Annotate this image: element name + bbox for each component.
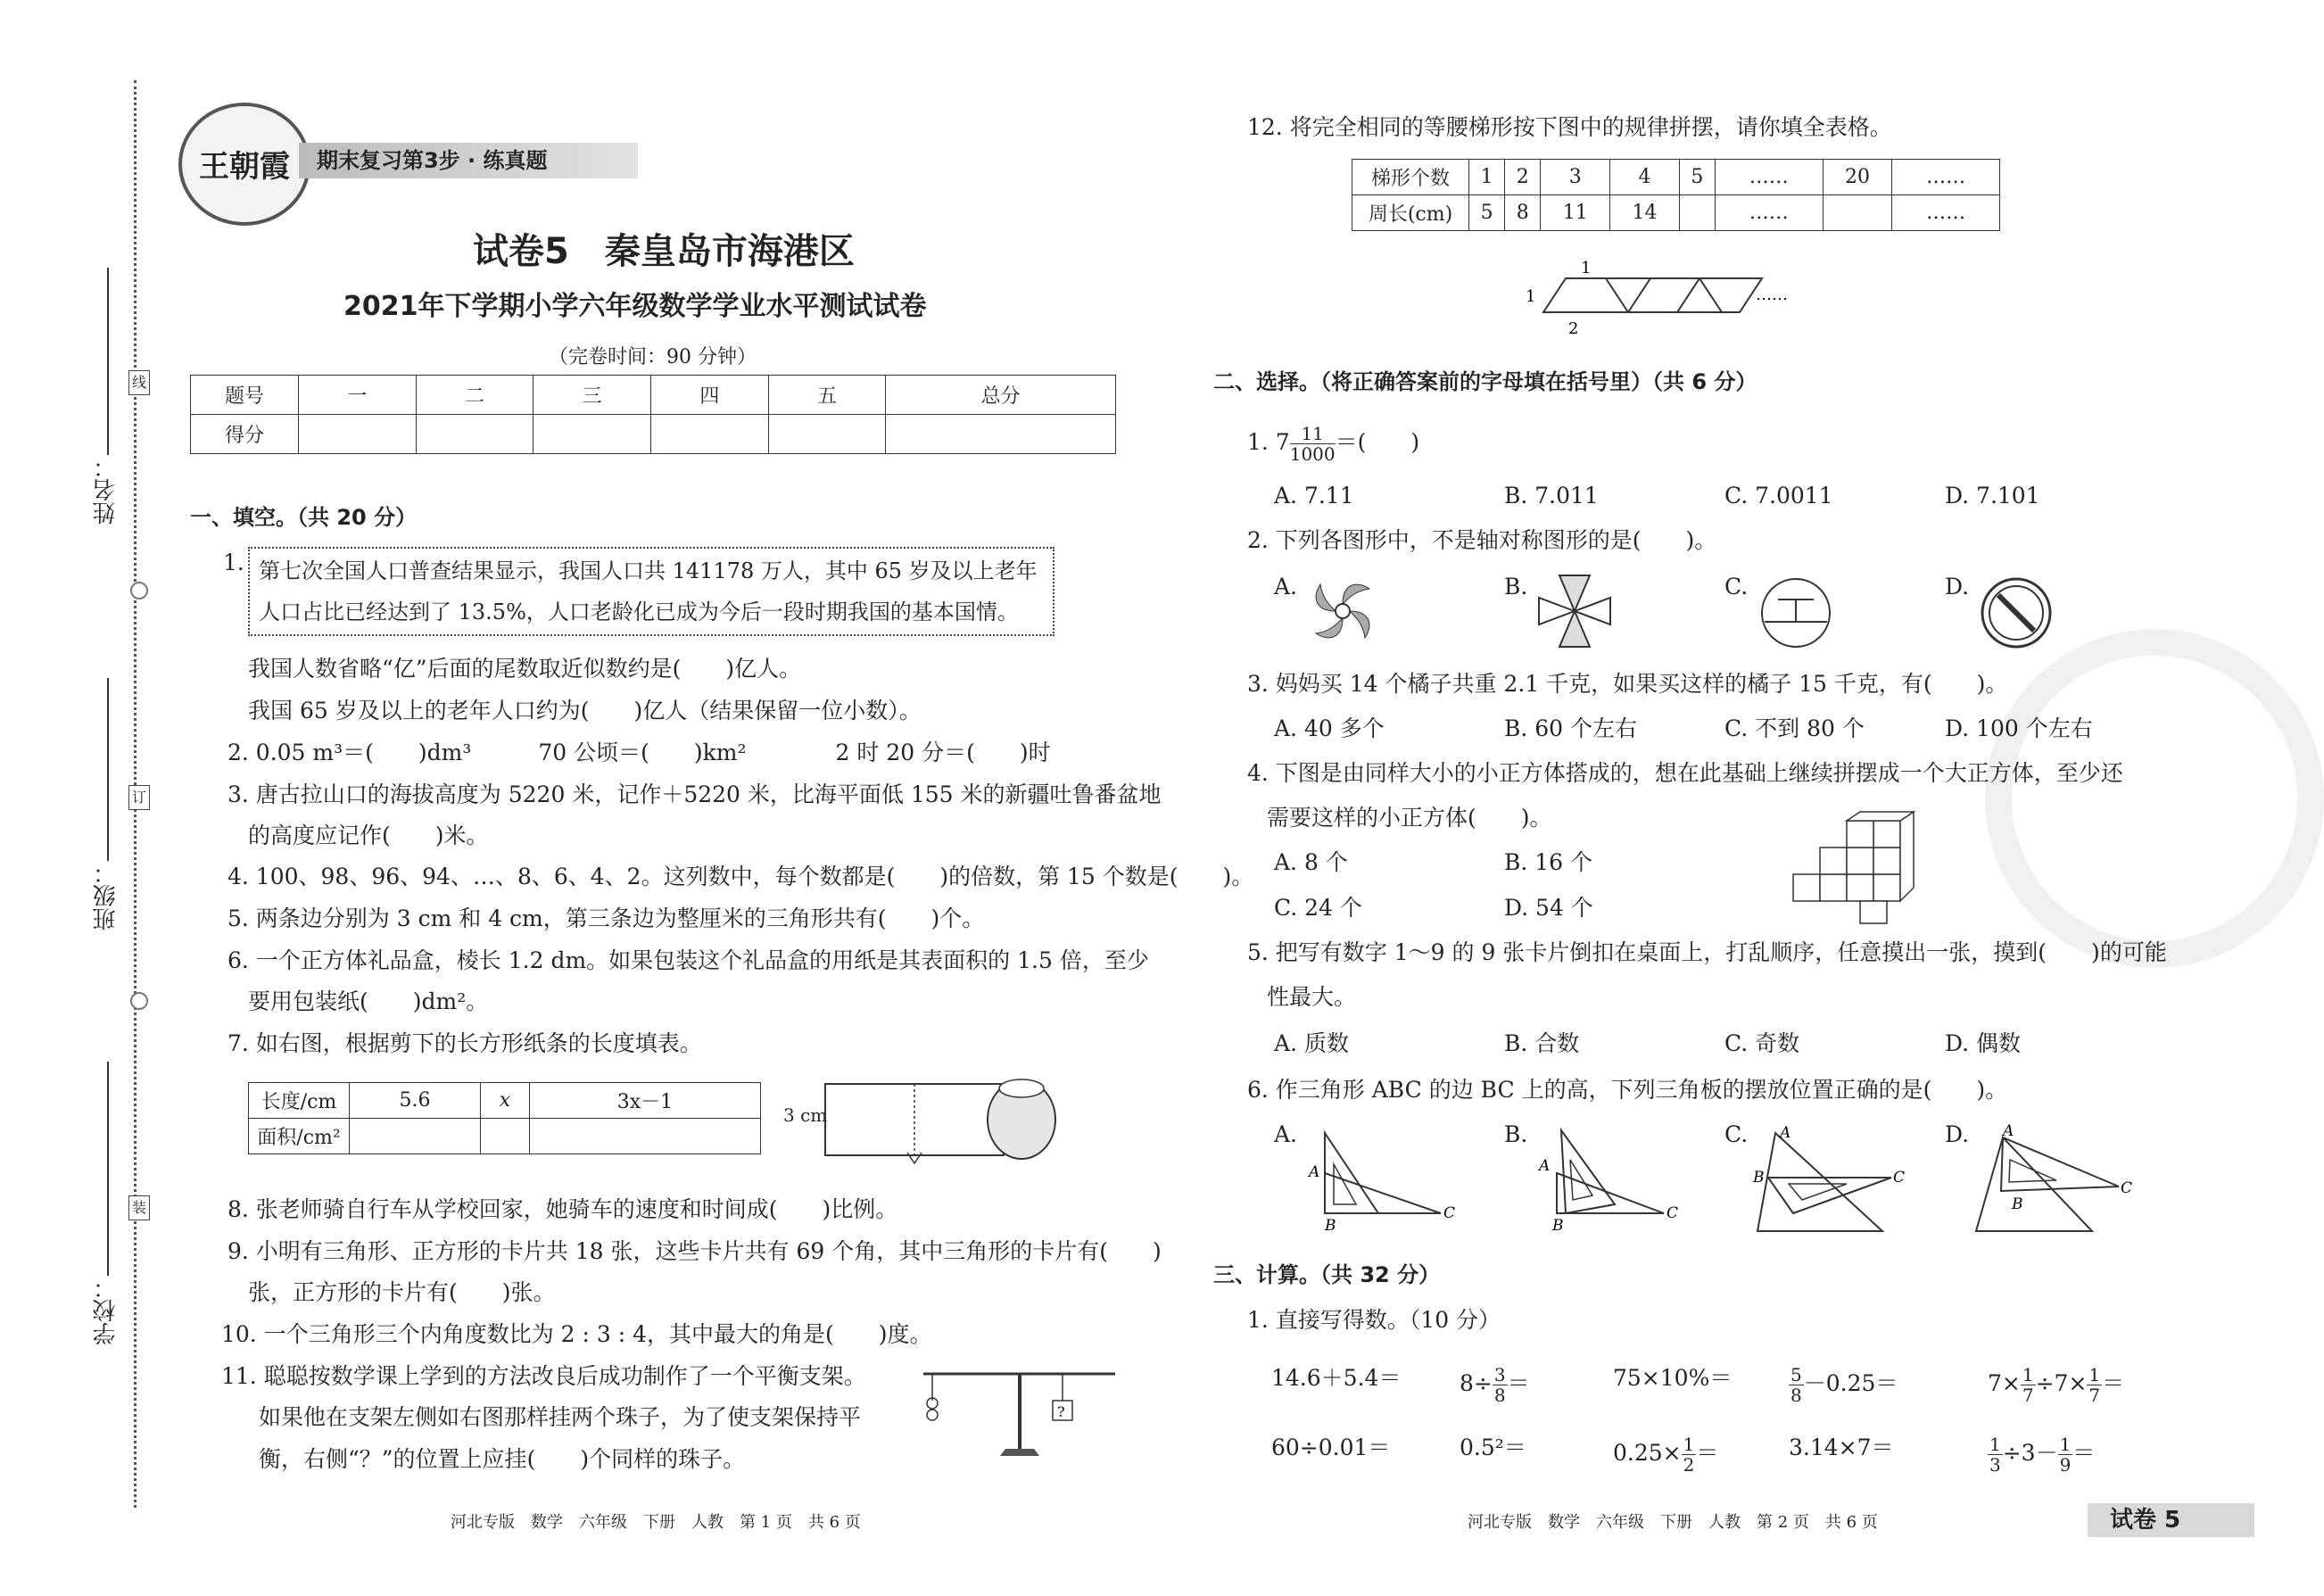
calc-item	[1613, 1435, 1718, 1475]
q6-text: 6. 一个正方体礼品盒，棱长 1.2 dm。如果包装这个礼品盒的用纸是其表面积的 1.5 倍，至少	[227, 947, 1149, 973]
q9-text: 张，正方形的卡片有( )张。	[248, 1279, 556, 1305]
option[interactable]: A. 40 多个	[1274, 715, 1385, 741]
tri-label: B	[1552, 1217, 1564, 1235]
q12-cell: 5	[1469, 195, 1505, 231]
option[interactable]: A. 7.11	[1274, 483, 1354, 509]
q7-cell: 长度/cm	[249, 1083, 350, 1119]
fraction	[1493, 1365, 1508, 1405]
q12-cell: 20	[1823, 160, 1892, 195]
tri-label: B	[1753, 1169, 1765, 1187]
brand-logo	[178, 103, 310, 226]
s2-q1-post: ＝( )	[1335, 429, 1420, 455]
calc-part: ＝	[2072, 1440, 2096, 1466]
score-input[interactable]	[886, 415, 1116, 454]
fraction	[2058, 1435, 2073, 1475]
circle-symbol-icon	[1756, 573, 1836, 653]
q1-quote-line: 人口占比已经达到了 13.5%，人口老龄化已成为今后一段时期我国的基本国情。	[259, 600, 1019, 624]
fig-label: 1	[1581, 259, 1592, 277]
fig-label: 1	[1526, 287, 1536, 306]
q12-cell: 周长(cm)	[1352, 195, 1469, 231]
score-input[interactable]	[299, 415, 417, 454]
option[interactable]: B. 16 个	[1504, 849, 1593, 875]
option[interactable]: A. 8 个	[1274, 849, 1348, 875]
option[interactable]: A. 质数	[1274, 1030, 1349, 1056]
score-input[interactable]	[533, 415, 651, 454]
s2-q1-pre: 1. 7	[1247, 429, 1290, 455]
tri-label: A	[1780, 1124, 1791, 1142]
q3-text: 的高度应记作( )米。	[248, 823, 489, 848]
tri-label: A	[1309, 1163, 1320, 1181]
fraction-num: 1	[2059, 1434, 2072, 1455]
fraction-num: 1	[2022, 1364, 2034, 1385]
fraction	[1789, 1365, 1804, 1405]
calc-part: 7×	[1988, 1370, 2021, 1396]
tri-label: C	[1893, 1169, 1906, 1187]
fraction-den: 7	[2022, 1385, 2034, 1406]
q7-cell: x	[481, 1083, 530, 1119]
binding-hole-icon	[130, 582, 148, 600]
fraction-den: 9	[2059, 1454, 2072, 1476]
name-label: 姓名：	[93, 455, 120, 525]
calc-part: 0.25×	[1613, 1440, 1682, 1466]
option[interactable]: D. 7.101	[1945, 483, 2040, 509]
calc-part: －0.25＝	[1803, 1370, 1898, 1396]
pinwheel-icon	[1303, 571, 1383, 651]
class-label: 班级：	[93, 861, 120, 930]
q6-text: 要用包装纸( )dm²。	[248, 988, 489, 1014]
q12-answer-cell[interactable]	[1679, 195, 1715, 231]
score-input[interactable]	[651, 415, 769, 454]
score-cell: 题号	[191, 376, 299, 415]
q1-number: 1.	[223, 550, 244, 575]
fraction-num: 1	[1989, 1434, 2001, 1455]
balance-figure	[914, 1356, 1120, 1463]
triangle-option-a	[1298, 1120, 1459, 1236]
q7-answer-cell[interactable]	[350, 1119, 481, 1154]
option[interactable]: D.	[1945, 574, 1970, 600]
fraction	[1682, 1435, 1697, 1475]
fraction	[1988, 1435, 2003, 1475]
triangle-option-b	[1530, 1120, 1691, 1236]
calc-item	[1460, 1365, 1530, 1405]
binding-mark-install: 装	[128, 1195, 150, 1220]
fraction-den: 3	[1989, 1454, 2001, 1476]
section2-heading: 二、选择。（将正确答案前的字母填在括号里）（共 6 分）	[1213, 369, 1757, 394]
q4-text: 4. 100、98、96、94、…、8、6、4、2。这列数中，每个数都是( )的倍数，第 15 个数是( )。	[227, 864, 1254, 889]
option[interactable]: B. 60 个左右	[1504, 715, 1638, 741]
score-cell: 得分	[191, 415, 299, 454]
calc-item: 60÷0.01＝	[1271, 1435, 1391, 1460]
footer-right: 河北专版 数学 六年级 下册 人教 第 2 页 共 6 页	[1468, 1513, 1878, 1532]
s2-q2: 2. 下列各图形中，不是轴对称图形的是( )。	[1247, 527, 1717, 553]
calc-part: ＝	[1696, 1440, 1719, 1466]
q1-part-b: 我国 65 岁及以上的老年人口约为( )亿人（结果保留一位小数）。	[248, 698, 922, 724]
score-input[interactable]	[768, 415, 886, 454]
option[interactable]: C.	[1724, 1121, 1749, 1147]
fraction-num: 3	[1493, 1364, 1506, 1385]
fraction-den: 7	[2088, 1385, 2101, 1406]
school-label: 学校：	[93, 1276, 120, 1345]
fraction-num: 5	[1791, 1364, 1802, 1385]
q12-cell: 1	[1469, 160, 1505, 195]
option[interactable]: D. 54 个	[1504, 895, 1593, 921]
score-cell: 五	[768, 376, 886, 415]
fig-label: ……	[1756, 285, 1788, 304]
s2-q1	[1247, 424, 1419, 464]
s2-q4: 需要这样的小正方体( )。	[1267, 805, 1552, 831]
fraction-num: 1	[2088, 1364, 2101, 1385]
cube-stack-figure	[1789, 812, 1936, 928]
section1-heading: 一、填空。（共 20 分）	[190, 505, 418, 530]
bowtie-icon	[1534, 571, 1615, 651]
q7-cell: 面积/cm²	[249, 1119, 350, 1154]
calc-part: ＝	[2102, 1370, 2125, 1396]
score-table	[190, 375, 1116, 454]
option[interactable]: D. 100 个左右	[1945, 715, 2093, 741]
footer-left: 河北专版 数学 六年级 下册 人教 第 1 页 共 6 页	[451, 1513, 861, 1532]
fraction-den: 8	[1493, 1385, 1506, 1406]
balance-question-mark: ?	[1057, 1403, 1065, 1420]
school-line	[107, 1062, 109, 1276]
fraction	[1290, 424, 1336, 464]
q12-cell: 5	[1679, 160, 1715, 195]
q7-table	[248, 1082, 761, 1154]
class-line	[107, 678, 109, 861]
q11-text: 如果他在支架左侧如右图那样挂两个珠子，为了使支架保持平	[259, 1404, 862, 1430]
calc-item: 0.5²＝	[1460, 1435, 1526, 1460]
q12-cell: 4	[1610, 160, 1680, 195]
option[interactable]: C. 7.0011	[1724, 483, 1833, 509]
trapezoid-figure	[1517, 259, 1847, 339]
binding-hole-icon	[130, 992, 148, 1010]
no-sign-icon	[1976, 573, 2056, 653]
q12-text: 12. 将完全相同的等腰梯形按下图中的规律拼摆，请你填全表格。	[1247, 114, 1892, 140]
score-cell: 一	[299, 376, 417, 415]
q12-cell: 2	[1505, 160, 1541, 195]
calc-item: 14.6＋5.4＝	[1271, 1365, 1402, 1391]
q12-cell: ……	[1892, 195, 2000, 231]
q12-answer-cell[interactable]	[1823, 195, 1892, 231]
tri-label: A	[1539, 1157, 1551, 1175]
q3-text: 3. 唐古拉山口的海拔高度为 5220 米，记作＋5220 米，比海平面低 155 米的新疆吐鲁番盆地	[227, 781, 1162, 807]
q7-answer-cell[interactable]	[481, 1119, 530, 1154]
tri-label: C	[1666, 1204, 1679, 1222]
tri-label: C	[1443, 1204, 1456, 1222]
calc-item: 3.14×7＝	[1789, 1435, 1894, 1460]
s3-q1: 1. 直接写得数。（10 分）	[1247, 1307, 1501, 1333]
triangle-option-c	[1749, 1120, 1909, 1236]
option[interactable]: B.	[1504, 574, 1528, 600]
tri-label: B	[2012, 1195, 2023, 1213]
q8-text: 8. 张老师骑自行车从学校回家，她骑车的速度和时间成( )比例。	[227, 1196, 898, 1222]
q7-cell: 3x－1	[529, 1083, 760, 1119]
option[interactable]: C. 奇数	[1724, 1030, 1800, 1056]
fig-label: 2	[1568, 319, 1579, 338]
s2-q5: 5. 把写有数字 1～9 的 9 张卡片倒扣在桌面上，打乱顺序，任意摸出一张，摸到( )的可能	[1247, 939, 2167, 965]
option[interactable]: A.	[1274, 1121, 1298, 1147]
fraction-num: 1	[1683, 1434, 1695, 1455]
q12-cell: ……	[1892, 160, 2000, 195]
option[interactable]: D. 偶数	[1945, 1030, 2022, 1056]
option[interactable]: A.	[1274, 574, 1298, 600]
score-cell: 四	[651, 376, 769, 415]
score-cell: 三	[533, 376, 651, 415]
option[interactable]: B. 合数	[1504, 1030, 1580, 1056]
q7-cell: 5.6	[350, 1083, 481, 1119]
score-input[interactable]	[416, 415, 533, 454]
page-subtitle: 2021年下学期小学六年级数学学业水平测试试卷	[343, 291, 927, 322]
paper-badge: 试卷 5	[2088, 1503, 2254, 1537]
triangle-option-d	[1967, 1120, 2133, 1236]
section-banner: 期末复习第3步 · 练真题	[299, 143, 638, 178]
q2-text: 2. 0.05 m³＝( )dm³ 70 公顷＝( )km² 2 时 20 分＝( )时	[227, 740, 1051, 765]
s2-q5: 性最大。	[1267, 984, 1357, 1010]
q1-quote-box	[248, 547, 1054, 636]
option[interactable]: C. 不到 80 个	[1724, 715, 1865, 741]
section3-heading: 三、计算。（共 32 分）	[1213, 1262, 1441, 1287]
calc-item	[1988, 1435, 2095, 1475]
q11-text: 衡，右侧“？”的位置上应挂( )个同样的珠子。	[259, 1446, 746, 1472]
name-line	[107, 268, 109, 455]
calc-part: ÷3－	[2002, 1440, 2058, 1466]
fraction-den: 8	[1791, 1385, 1802, 1406]
watermark-seal	[1985, 629, 2324, 968]
q7-text: 7. 如右图，根据剪下的长方形纸条的长度填表。	[227, 1030, 702, 1056]
q12-cell: ……	[1716, 195, 1824, 231]
q12-cell: 11	[1541, 195, 1610, 231]
tri-label: A	[2003, 1122, 2014, 1140]
fraction	[2021, 1365, 2036, 1405]
calc-part: ＝	[1507, 1370, 1530, 1396]
binding-mark-order: 订	[128, 785, 150, 810]
time-limit: （完卷时间：90 分钟）	[549, 346, 757, 368]
tri-label: B	[1325, 1217, 1336, 1235]
q12-cell: 14	[1610, 195, 1680, 231]
q7-answer-cell[interactable]	[529, 1119, 760, 1154]
fraction-den: 1000	[1289, 443, 1336, 465]
q1-quote-line: 第七次全国人口普查结果显示，我国人口共 141178 万人，其中 65 岁及以上老年	[259, 558, 1038, 583]
option[interactable]: D.	[1945, 1121, 1970, 1147]
q11-text: 11. 聪聪按数学课上学到的方法改良后成功制作了一个平衡支架。	[221, 1363, 866, 1389]
binding-mark-line: 线	[128, 370, 150, 395]
q12-cell: 8	[1505, 195, 1541, 231]
s2-q4: 4. 下图是由同样大小的小正方体搭成的，想在此基础上继续拼摆成一个大正方体，至少还	[1247, 760, 2123, 786]
calc-part: ÷7×	[2035, 1370, 2088, 1396]
fraction	[2087, 1365, 2102, 1405]
q12-cell: ……	[1716, 160, 1824, 195]
option[interactable]: B.	[1504, 1121, 1528, 1147]
option[interactable]: C.	[1724, 574, 1749, 600]
option[interactable]: C. 24 个	[1274, 895, 1362, 921]
q1-part-a: 我国人数省略“亿”后面的尾数取近似数约是( )亿人。	[248, 656, 802, 682]
score-cell: 总分	[886, 376, 1116, 415]
s2-q3: 3. 妈妈买 14 个橘子共重 2.1 千克，如果买这样的橘子 15 千克，有( )。	[1247, 671, 2008, 697]
calc-part: 8÷	[1460, 1370, 1493, 1396]
q9-text: 9. 小明有三角形、正方形的卡片共 18 张，这些卡片共有 69 个角，其中三角形的卡片有( )	[227, 1238, 1162, 1264]
paper-roll-figure	[825, 1071, 1066, 1178]
q5-text: 5. 两条边分别为 3 cm 和 4 cm，第三条边为整厘米的三角形共有( )个。	[227, 906, 985, 931]
calc-item: 75×10%＝	[1613, 1365, 1733, 1391]
tri-label: C	[2121, 1179, 2133, 1197]
q12-cell: 梯形个数	[1352, 160, 1469, 195]
q12-cell: 3	[1541, 160, 1610, 195]
logo-text: 王朝霞	[199, 149, 290, 185]
q10-text: 10. 一个三角形三个内角度数比为 2 : 3 : 4，其中最大的角是( )度。	[221, 1321, 932, 1347]
fraction-num: 11	[1290, 424, 1336, 444]
s2-q6: 6. 作三角形 ABC 的边 BC 上的高，下列三角板的摆放位置正确的是( )。	[1247, 1077, 2008, 1103]
fraction-den: 2	[1683, 1454, 1695, 1476]
page-title: 试卷5 秦皇岛市海港区	[473, 231, 855, 272]
q12-table	[1352, 159, 2000, 231]
q7-figure-label: 3 cm	[783, 1104, 828, 1126]
score-cell: 二	[416, 376, 533, 415]
option[interactable]: B. 7.011	[1504, 483, 1599, 509]
calc-item	[1988, 1365, 2124, 1405]
calc-item	[1789, 1365, 1898, 1405]
